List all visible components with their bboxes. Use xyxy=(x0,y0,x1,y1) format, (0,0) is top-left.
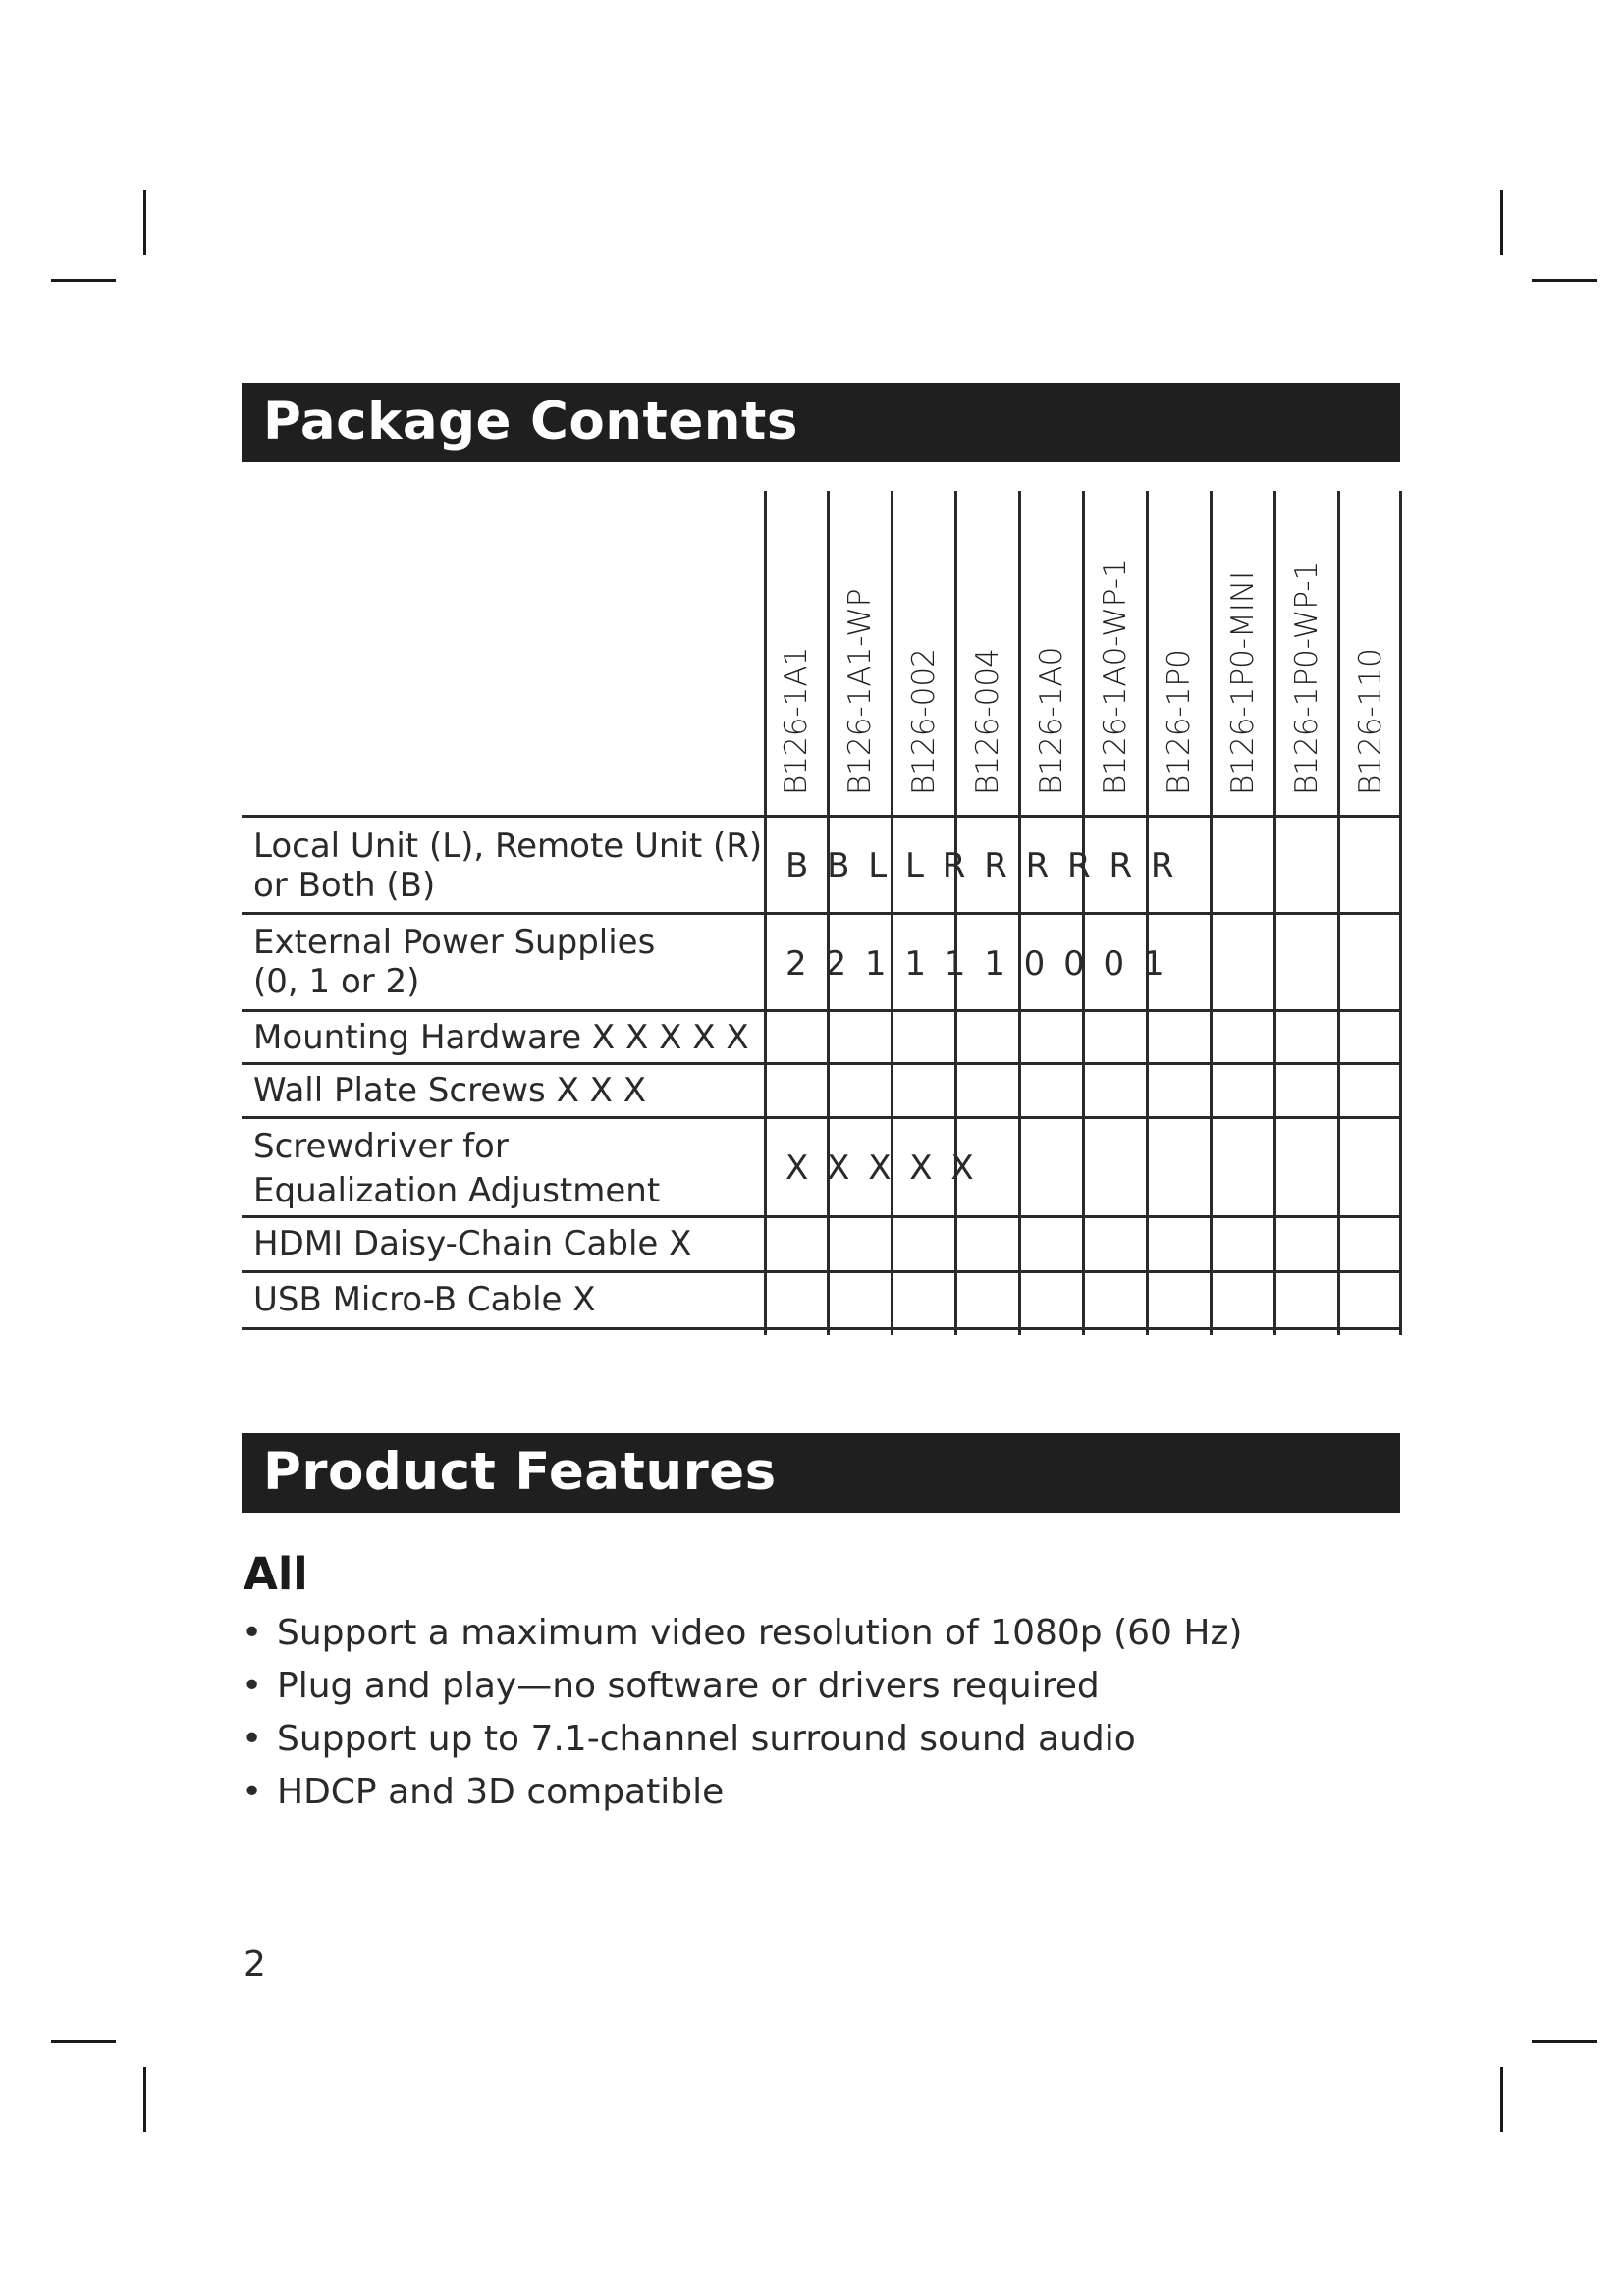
list-item xyxy=(242,1612,1242,1655)
product-features-title: Product Features xyxy=(263,1442,777,1502)
column-header: B126-1A0 xyxy=(1034,646,1069,795)
table-row-line xyxy=(242,1062,1402,1065)
package-contents-banner xyxy=(242,383,1400,462)
list-item-text: Support up to 7.1-channel surround sound audio xyxy=(277,1719,1136,1759)
product-features-banner xyxy=(242,1433,1400,1513)
table-row-label: or Both (B) xyxy=(253,866,436,905)
crop-mark-top-left-horizontal xyxy=(51,279,116,282)
package-contents-title: Package Contents xyxy=(263,392,798,452)
crop-mark-top-right-horizontal xyxy=(1532,279,1597,282)
table-row-line xyxy=(242,1009,1402,1012)
table-row-values: X X X X X xyxy=(785,1148,978,1188)
list-item-text: Plug and play—no software or drivers required xyxy=(277,1666,1100,1706)
column-header: B126-004 xyxy=(970,648,1005,795)
list-item xyxy=(242,1771,724,1814)
table-row-line xyxy=(242,1327,1402,1330)
bullet-dot: • xyxy=(242,1666,263,1706)
table-row-label: HDMI Daisy-Chain Cable X xyxy=(253,1224,692,1263)
column-header: B126-002 xyxy=(906,648,942,795)
list-item-text: HDCP and 3D compatible xyxy=(277,1772,725,1812)
table-row-label: Equalization Adjustment xyxy=(253,1171,661,1210)
crop-mark-top-right-vertical xyxy=(1500,190,1503,255)
table-row-line xyxy=(242,1116,1402,1119)
table-row-line xyxy=(242,912,1402,915)
bullet-dot: • xyxy=(242,1772,263,1812)
column-header: B126-110 xyxy=(1353,648,1388,795)
table-row-label: Mounting Hardware X X X X X xyxy=(253,1018,749,1057)
table-row-line xyxy=(242,1215,1402,1218)
list-item-text: Support a maximum video resolution of 1080p (60 Hz) xyxy=(277,1613,1243,1653)
table-row-label: (0, 1 or 2) xyxy=(253,962,420,1001)
table-row-label: External Power Supplies xyxy=(253,923,656,962)
column-header: B126-1P0 xyxy=(1162,649,1197,795)
table-row-label: Wall Plate Screws X X X xyxy=(253,1071,647,1110)
table-row-label: Local Unit (L), Remote Unit (R) xyxy=(253,827,763,866)
column-header: B126-1P0-WP-1 xyxy=(1289,561,1325,795)
bullet-dot: • xyxy=(242,1613,263,1653)
table-row-line xyxy=(242,815,1402,818)
list-item xyxy=(242,1718,1136,1761)
column-header: B126-1A0-WP-1 xyxy=(1098,559,1133,795)
crop-mark-bottom-right-vertical xyxy=(1500,2067,1503,2132)
page-number: 2 xyxy=(244,1945,266,1985)
crop-mark-bottom-left-vertical xyxy=(143,2067,146,2132)
column-header: B126-1A1 xyxy=(779,646,814,795)
column-header: B126-1P0-MINI xyxy=(1225,570,1261,795)
table-row-values: B B L L R R R R R R xyxy=(785,846,1178,885)
crop-mark-top-left-vertical xyxy=(143,190,146,255)
features-subheading: All xyxy=(244,1548,308,1600)
table-row-line xyxy=(242,1270,1402,1273)
bullet-dot: • xyxy=(242,1719,263,1759)
crop-mark-bottom-right-horizontal xyxy=(1532,2040,1597,2043)
table-row-label: Screwdriver for xyxy=(253,1127,509,1166)
column-header: B126-1A1-WP xyxy=(842,588,878,795)
list-item xyxy=(242,1665,1100,1708)
crop-mark-bottom-left-horizontal xyxy=(51,2040,116,2043)
table-row-values: 2 2 1 1 1 1 0 0 0 1 xyxy=(785,944,1168,984)
table-row-label: USB Micro-B Cable X xyxy=(253,1280,596,1319)
